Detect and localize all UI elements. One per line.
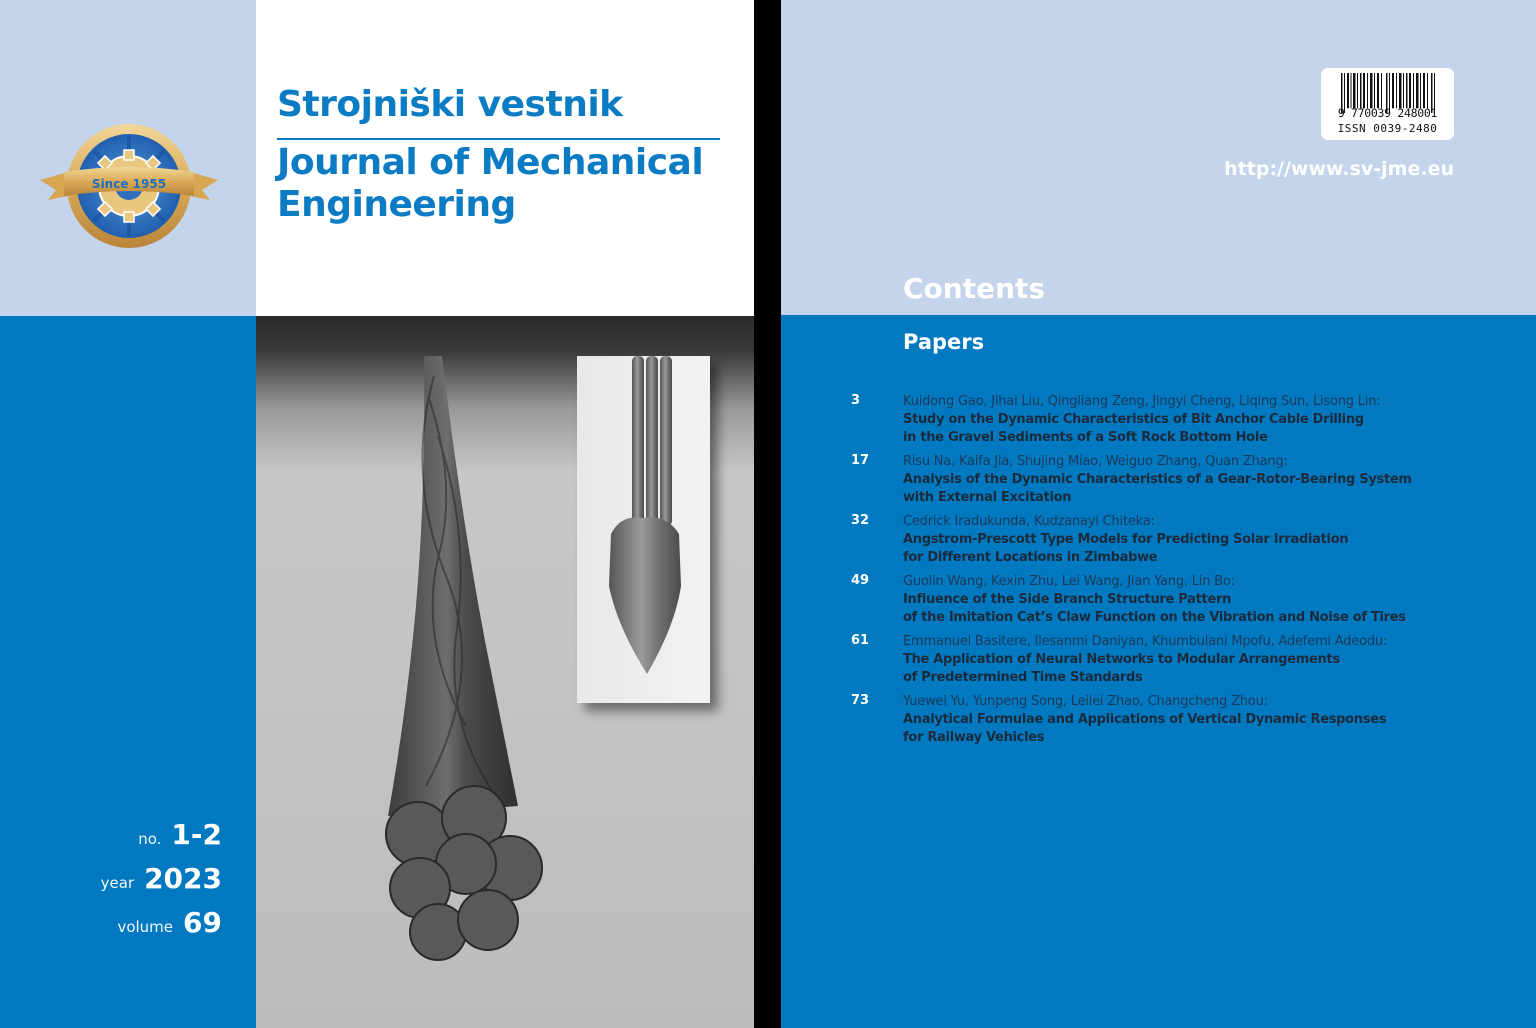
- contents-heading: Contents: [903, 272, 1046, 305]
- issn-number: ISSN 0039-2480: [1337, 122, 1438, 135]
- toc-authors: Guolin Wang, Kexin Zhu, Lei Wang, Jian Yang, Lin Bo:: [903, 574, 1235, 589]
- toc-authors: Kuidong Gao, Jihai Liu, Qingliang Zeng, Jingyi Cheng, Liqing Sun, Lisong Lin:: [903, 394, 1381, 409]
- cover-photo: [256, 316, 754, 1028]
- toc-entry[interactable]: [851, 633, 1471, 687]
- toc-title-line1: Study on the Dynamic Characteristics of Bit Anchor Cable Drilling: [903, 412, 1364, 427]
- front-cover-top-band: [0, 0, 256, 316]
- journal-title-panel: [256, 0, 754, 316]
- journal-title-english-line2: Engineering: [277, 184, 516, 225]
- barcode-number: 9 770039 248001: [1337, 106, 1438, 120]
- svg-text:Since 1955: Since 1955: [91, 177, 167, 191]
- issue-volume-label: volume: [117, 918, 174, 936]
- toc-page-number: 49: [851, 573, 870, 588]
- toc-authors: Emmanuel Basitere, Ilesanmi Daniyan, Khumbulani Mpofu, Adefemi Adeodu:: [903, 634, 1388, 649]
- issue-number-value: 1-2: [171, 818, 222, 851]
- toc-entry[interactable]: [851, 513, 1471, 567]
- toc-entry[interactable]: [851, 393, 1471, 447]
- barcode-label: [1321, 68, 1454, 140]
- issue-year-value: 2023: [144, 862, 222, 895]
- toc-title-line1: The Application of Neural Networks to Modular Arrangements: [903, 652, 1340, 667]
- table-of-contents: [851, 393, 1471, 753]
- journal-website-link[interactable]: http://www.sv-jme.eu: [1224, 158, 1454, 180]
- gear-badge-icon: [38, 122, 220, 250]
- issue-volume-row: [0, 906, 222, 950]
- toc-entry[interactable]: [851, 453, 1471, 507]
- toc-title-line1: Analysis of the Dynamic Characteristics of a Gear-Rotor-Bearing System: [903, 472, 1412, 487]
- toc-page-number: 17: [851, 453, 870, 468]
- toc-title-line2: for Different Locations in Zimbabwe: [903, 550, 1158, 565]
- journal-title-slovene: Strojniški vestnik: [277, 84, 623, 125]
- toc-title-line1: Analytical Formulae and Applications of Vertical Dynamic Responses: [903, 712, 1387, 727]
- issue-year-row: [0, 862, 222, 906]
- toc-entry[interactable]: [851, 693, 1471, 747]
- toc-title-line1: Influence of the Side Branch Structure Pattern: [903, 592, 1232, 607]
- toc-page-number: 61: [851, 633, 870, 648]
- journal-title-english-line1: Journal of Mechanical: [277, 142, 704, 183]
- photo-inset-drill-tip: [577, 356, 710, 703]
- toc-title-line2: of Predetermined Time Standards: [903, 670, 1143, 685]
- toc-authors: Yuewei Yu, Yunpeng Song, Leilei Zhao, Changcheng Zhou:: [903, 694, 1268, 709]
- toc-title-line2: in the Gravel Sediments of a Soft Rock Bottom Hole: [903, 430, 1268, 445]
- issue-volume-value: 69: [183, 906, 222, 939]
- toc-title-line2: of the Imitation Cat’s Claw Function on the Vibration and Noise of Tires: [903, 610, 1406, 625]
- toc-page-number: 73: [851, 693, 870, 708]
- issue-number-label: no.: [138, 830, 162, 848]
- toc-page-number: 3: [851, 393, 861, 408]
- issue-info: [0, 818, 222, 950]
- toc-title-line1: Angstrom-Prescott Type Models for Predicting Solar Irradiation: [903, 532, 1349, 547]
- toc-authors: Cedrick Iradukunda, Kudzanayi Chiteka:: [903, 514, 1155, 529]
- title-divider: [277, 138, 720, 140]
- toc-entry[interactable]: [851, 573, 1471, 627]
- toc-page-number: 32: [851, 513, 870, 528]
- issue-year-label: year: [100, 874, 135, 892]
- toc-title-line2: with External Excitation: [903, 490, 1072, 505]
- book-spine: [754, 0, 781, 1028]
- toc-authors: Risu Na, Kaifa Jia, Shujing Miao, Weiguo Zhang, Quan Zhang:: [903, 454, 1288, 469]
- toc-title-line2: for Railway Vehicles: [903, 730, 1045, 745]
- issue-number-row: [0, 818, 222, 862]
- drill-tip-illustration: [577, 356, 710, 703]
- papers-section-heading: Papers: [903, 330, 985, 354]
